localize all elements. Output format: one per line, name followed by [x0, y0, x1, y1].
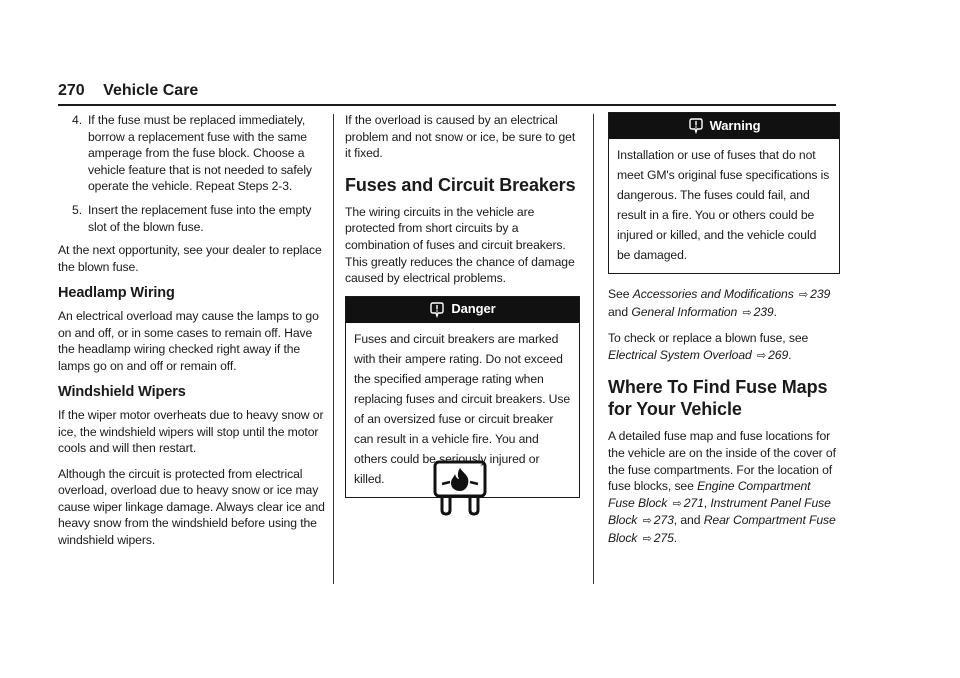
step-number: 4.: [72, 113, 82, 127]
column-3: [608, 112, 840, 557]
xref-accessories[interactable]: Accessories and Modifications: [632, 287, 794, 301]
fuse-fire-icon: [430, 460, 490, 516]
column-divider-1: [333, 114, 334, 584]
headlamp-heading: Headlamp Wiring: [58, 285, 175, 302]
section-title: Vehicle Care: [103, 82, 199, 99]
wipers-heading: Windshield Wipers: [58, 384, 186, 401]
page-ref[interactable]: 269: [768, 347, 789, 362]
page-ref-arrow-icon: ⇨: [742, 306, 752, 319]
warning-text: Installation or use of fuses that do not meet GM's original fuse specifications is dangerous. The fuses could fail, and result in a fire. You or others could be injured or killed, and the vehicle could be damaged.: [617, 148, 830, 262]
danger-title: Danger: [451, 301, 496, 317]
page-ref-arrow-icon: ⇨: [672, 497, 682, 510]
column-1: [58, 112, 326, 558]
page-ref[interactable]: 239: [810, 287, 831, 301]
step-5: [58, 202, 326, 235]
warning-header: [609, 113, 839, 139]
dealer-paragraph: At the next opportunity, see your dealer to replace the blown fuse.: [58, 243, 322, 274]
page-ref-arrow-icon: ⇨: [757, 349, 767, 362]
xref-electrical-overload[interactable]: Electrical System Overload: [608, 347, 752, 362]
fuse-maps-paragraph: A detailed fuse map and fuse locations for the vehicle are on the inside of the cover of the fuse compartments. For the location of fuse blocks, see Engine Compartment Fuse Block ⇨ 271, Instrument Panel Fuse Block ⇨ 273, and Rear Compartment Fuse Block ⇨ 275.: [608, 428, 840, 547]
page-ref[interactable]: 271: [683, 495, 704, 510]
page-ref[interactable]: 239: [753, 304, 774, 319]
step-text: If the fuse must be replaced immediately, borrow a replacement fuse with the same amperage from the fuse block. Choose a vehicle feature that is not needed to safely operate the vehicle. Repeat Steps 2-3.: [88, 113, 312, 194]
xref-engine-fuse-block[interactable]: Engine Compartment Fuse Block: [608, 479, 811, 510]
fuse-maps-heading: Where To Find Fuse Maps for Your Vehicle: [608, 377, 828, 420]
page-ref-arrow-icon: ⇨: [799, 289, 809, 301]
check-fuse-paragraph: To check or replace a blown fuse, see Electrical System Overload ⇨ 269.: [608, 330, 840, 364]
xref-instrument-panel-fuse-block[interactable]: Instrument Panel Fuse Block: [608, 495, 831, 528]
page-ref[interactable]: 273: [653, 513, 674, 528]
page-ref-arrow-icon: ⇨: [642, 532, 652, 545]
fuses-paragraph: The wiring circuits in the vehicle are protected from short circuits by a combination of fuses and circuit breakers. This greatly reduces the chance of damage caused by electrical problems.: [345, 204, 575, 286]
page-number: 270: [58, 82, 85, 99]
header-rule: [58, 104, 836, 106]
fuses-heading: Fuses and Circuit Breakers: [345, 174, 576, 195]
column-divider-2: [593, 114, 594, 584]
step-text: Insert the replacement fuse into the empty slot of the blown fuse.: [88, 202, 312, 234]
page-header: [58, 82, 198, 100]
page-ref-arrow-icon: ⇨: [642, 515, 652, 528]
warning-title: Warning: [709, 117, 761, 133]
danger-text: Fuses and circuit breakers are marked with their ampere rating. Do not exceed the specified amperage rating when replacing fuses and circuit breakers. Use of an oversized fuse or circuit breaker can result in a vehicle fire. You and others could be seriously injured or killed.: [354, 331, 571, 486]
xref-general-information[interactable]: General Information: [631, 304, 738, 319]
wipers-paragraph-1: If the wiper motor overheats due to heavy snow or ice, the windshield wipers will stop until the motor cools and will then restart.: [58, 407, 324, 456]
xref-rear-fuse-block[interactable]: Rear Compartment Fuse Block: [608, 513, 836, 545]
danger-header: [346, 297, 579, 323]
wipers-paragraph-2: Although the circuit is protected from electrical overload, overload due to heavy snow or ice may cause wiper linkage damage. Always clear ice and heavy snow from the windshield before using the windshield wipers.: [58, 466, 325, 548]
headlamp-paragraph: An electrical overload may cause the lamps to go on and off, or in some cases to remain off. Have the headlamp wiring checked right away if the lamps go on and off or remain off.: [58, 308, 319, 373]
step-number: 5.: [72, 202, 82, 217]
warning-box: [608, 112, 840, 274]
step-4: [58, 112, 326, 195]
caution-icon: [688, 118, 704, 134]
overload-paragraph: If the overload is caused by an electrical problem and not snow or ice, be sure to get it fixed.: [345, 113, 576, 161]
caution-icon: [429, 302, 445, 318]
see-accessories-paragraph: See Accessories and Modifications ⇨ 239 and General Information ⇨ 239.: [608, 286, 840, 321]
column-2: [345, 112, 580, 510]
page-ref[interactable]: 275: [653, 530, 674, 545]
